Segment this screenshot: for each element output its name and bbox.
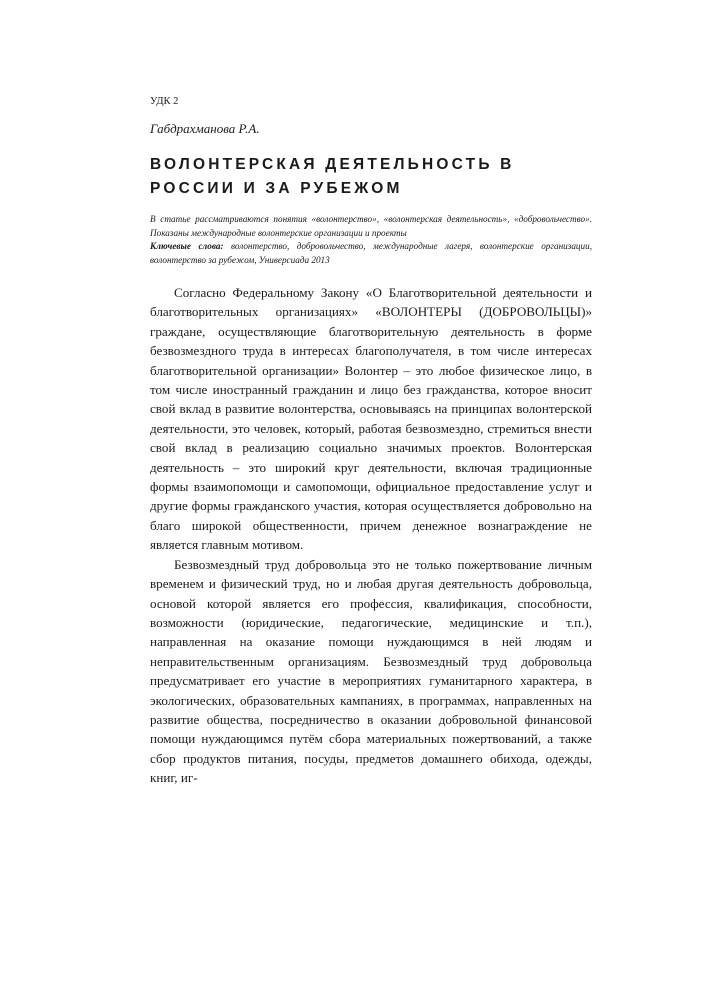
- paragraph-1: Согласно Федеральному Закону «О Благотворительной деятельности и благотворительных организациях» «ВОЛОНТЕРЫ (ДОБРОВОЛЬЦЫ)» граждане, осуществляющие благотворительную деятельность в форме безвозмездного труда в интересах благополучателя, в том числе интересах благотворительной организации» Волонтер – это любое физическое лицо, в том числе иностранный гражданин и лицо без гражданства, которое вносит свой вклад в развитие волонтерства, основываясь на принципах волонтерской деятельности, это человек, который, работая безвозмездно, стремиться внести свой вклад в реализацию социально значимых проектов. Волонтерская деятельность – это широкий круг деятельности, включая традиционные формы взаимопомощи и самопомощи, официальное предоставление услуг и другие формы гражданского участия, которая осуществляется добровольно на благо широкой общественности, причем денежное вознаграждение не является главным мотивом.: [150, 285, 592, 553]
- abstract: В статье рассматриваются понятия «волонтерство», «волонтерская деятельность», «добровольчество». Показаны международные волонтерские организации и проекты: [150, 214, 592, 238]
- article-title: [150, 153, 592, 201]
- paragraph-2: Безвозмездный труд добровольца это не только пожертвование личным временем и физический труд, но и любая другая деятельность добровольца, основой которой является его профессия, квалификация, способности, возможности (юридические, педагогические, медицинские и т.п.), направленная на оказание помощи нуждающимся в ней людям и неправительственным организациям. Безвозмездный труд добровольца предусматривает его участие в мероприятиях гуманитарного характера, в экологических, образовательных кампаниях, в программах, направленных на развитие общества, посредничество в оказании добровольной финансовой помощи нуждающимся путём сбора материальных пожертвований, а также сбор продуктов питания, посуды, предметов домашнего обихода, одежды, книг, иг-: [150, 556, 592, 786]
- keywords: [150, 240, 592, 267]
- title-line-1: ВОЛОНТЕРСКАЯ ДЕЯТЕЛЬНОСТЬ В: [150, 156, 515, 173]
- keywords-text: волонтерство, добровольчество, международные лагеря, волонтерские организации, волонтерство за рубежом, Универсиада 2013: [150, 241, 592, 265]
- article-page: [150, 96, 592, 788]
- udk-code: УДК 2: [150, 96, 179, 107]
- author-name: Габдрахманова Р.А.: [150, 121, 260, 136]
- body-text: [150, 283, 592, 788]
- title-line-2: РОССИИ И ЗА РУБЕЖОМ: [150, 180, 403, 197]
- keywords-label: Ключевые слова:: [150, 241, 224, 251]
